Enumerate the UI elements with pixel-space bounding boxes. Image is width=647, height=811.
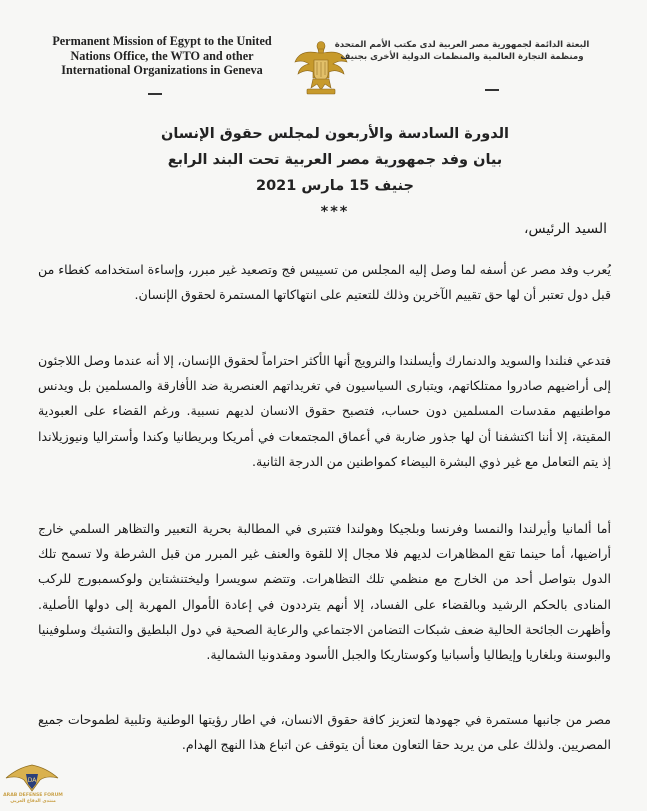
arab-defense-forum-logo-icon	[2, 762, 62, 794]
paragraph: فتدعي فنلندا والسويد والدنمارك وأيسلندا والنرويج أنها الأكثر احتراماً لحقوق الإنسان، إلا أنه عندما وصل اللاجئون إلى أراضيهم صادروا ممتلكاتهم، ويتبارى السياسيون في تغريداتهم العنصرية ضد الأفارقة والمسلمين بل ويدنس مواطنيهم مقدسات المسلمين دون حساب، فتصبح حقوق الانسان لديهم نسبية. ورغم القضاء على العبودية المقيتة، إلا أننا اكتشفنا أن لها جذور ضاربة في أعماق المجتمعات في أمريكا وبريطانيا وكندا وأستراليا ونيوزيلاندا إذ يتم التعامل مع غير ذوي البشرة البيضاء كمواطنين من الدرجة الثانية.	[38, 353, 611, 469]
mission-name-english	[38, 34, 286, 78]
watermark-line: منتدى الدفاع العربي	[10, 798, 56, 804]
mission-name-english-line: Permanent Mission of Egypt to the United	[52, 34, 272, 48]
paragraph: مصر من جانبها مستمرة في جهودها لتعزيز كافة حقوق الانسان، في اطار رؤيتها الوطنية وتلبية لطموحات جميع المصريين. ولذلك على من يريد حقا التعاون معنا أن يتوقف عن اتباع هذا النهج الهدام.	[38, 712, 611, 753]
salutation: السيد الرئيس،	[523, 221, 607, 237]
svg-text:DA: DA	[27, 777, 37, 784]
watermark-line: ARAB DEFENSE FORUM	[3, 793, 63, 798]
title-separator: ***	[320, 204, 350, 220]
paragraph: يُعرب وفد مصر عن أسفه لما وصل إليه المجلس من تسييس فج وتصعيد غير مبرر، وإساءة استخدامه كغطاء من قبل دول تعتبر أن لها حق تقييم الآخرين وذلك للتعتيم على انتهاكاتها المستمرة لحقوق الإنسان.	[38, 262, 611, 303]
mission-name-arabic-line: ومنظمة التجارة العالمية والمنظمات الدولية الأخرى بجنيف	[340, 51, 584, 62]
session-title: الدورة السادسة والأربعون لمجلس حقوق الإنسان	[160, 126, 510, 142]
mission-name-english-line: Nations Office, the WTO and other	[70, 48, 254, 63]
header-divider-right	[485, 89, 499, 91]
statement-title: بيان وفد جمهورية مصر العربية تحت البند الرابع	[167, 152, 503, 168]
mission-name-arabic-line: البعثة الدائمة لجمهورية مصر العربية لدى مكتب الأمم المتحدة	[334, 40, 590, 50]
header-divider-left	[148, 93, 162, 95]
mission-name-english-line: International Organizations in Geneva	[61, 63, 263, 77]
statement-titles	[150, 121, 520, 225]
mission-name-arabic	[333, 40, 591, 63]
statement-date: جنيف 15 مارس 2021	[255, 178, 415, 194]
forum-watermark	[2, 762, 62, 808]
paragraph: أما ألمانيا وأيرلندا والنمسا وفرنسا وبلجيكا وهولندا فتتبرى في المطالبة بحرية التعبير والتظاهر السلمي خارج أراضيها، أما حينما تقع المظاهرات لديهم فلا مجال إلا للقوة والعنف غير المبرر من قبل الشرطة ولا تسمح تلك الدول بتواصل أحد من الخارج مع منظمي تلك التظاهرات. وتتضم سويسرا وليختنشتاين ولوكسمبورج للركب المنادى بالحكم الرشيد وبالقضاء على الفساد، إلا أنهم يترددون في إعادة الأموال المهربة إلى دولها الأصلية. وأظهرت الجائحة الحالية ضعف شبكات التضامن الاجتماعي والرعاية الصحية في دول البلطيق والتشيك وسلوفينيا والبوسنة وبلغاريا وإيطاليا وأسبانيا وكوستاريكا والجبل الأسود ومقدونيا الشمالية.	[38, 521, 611, 663]
